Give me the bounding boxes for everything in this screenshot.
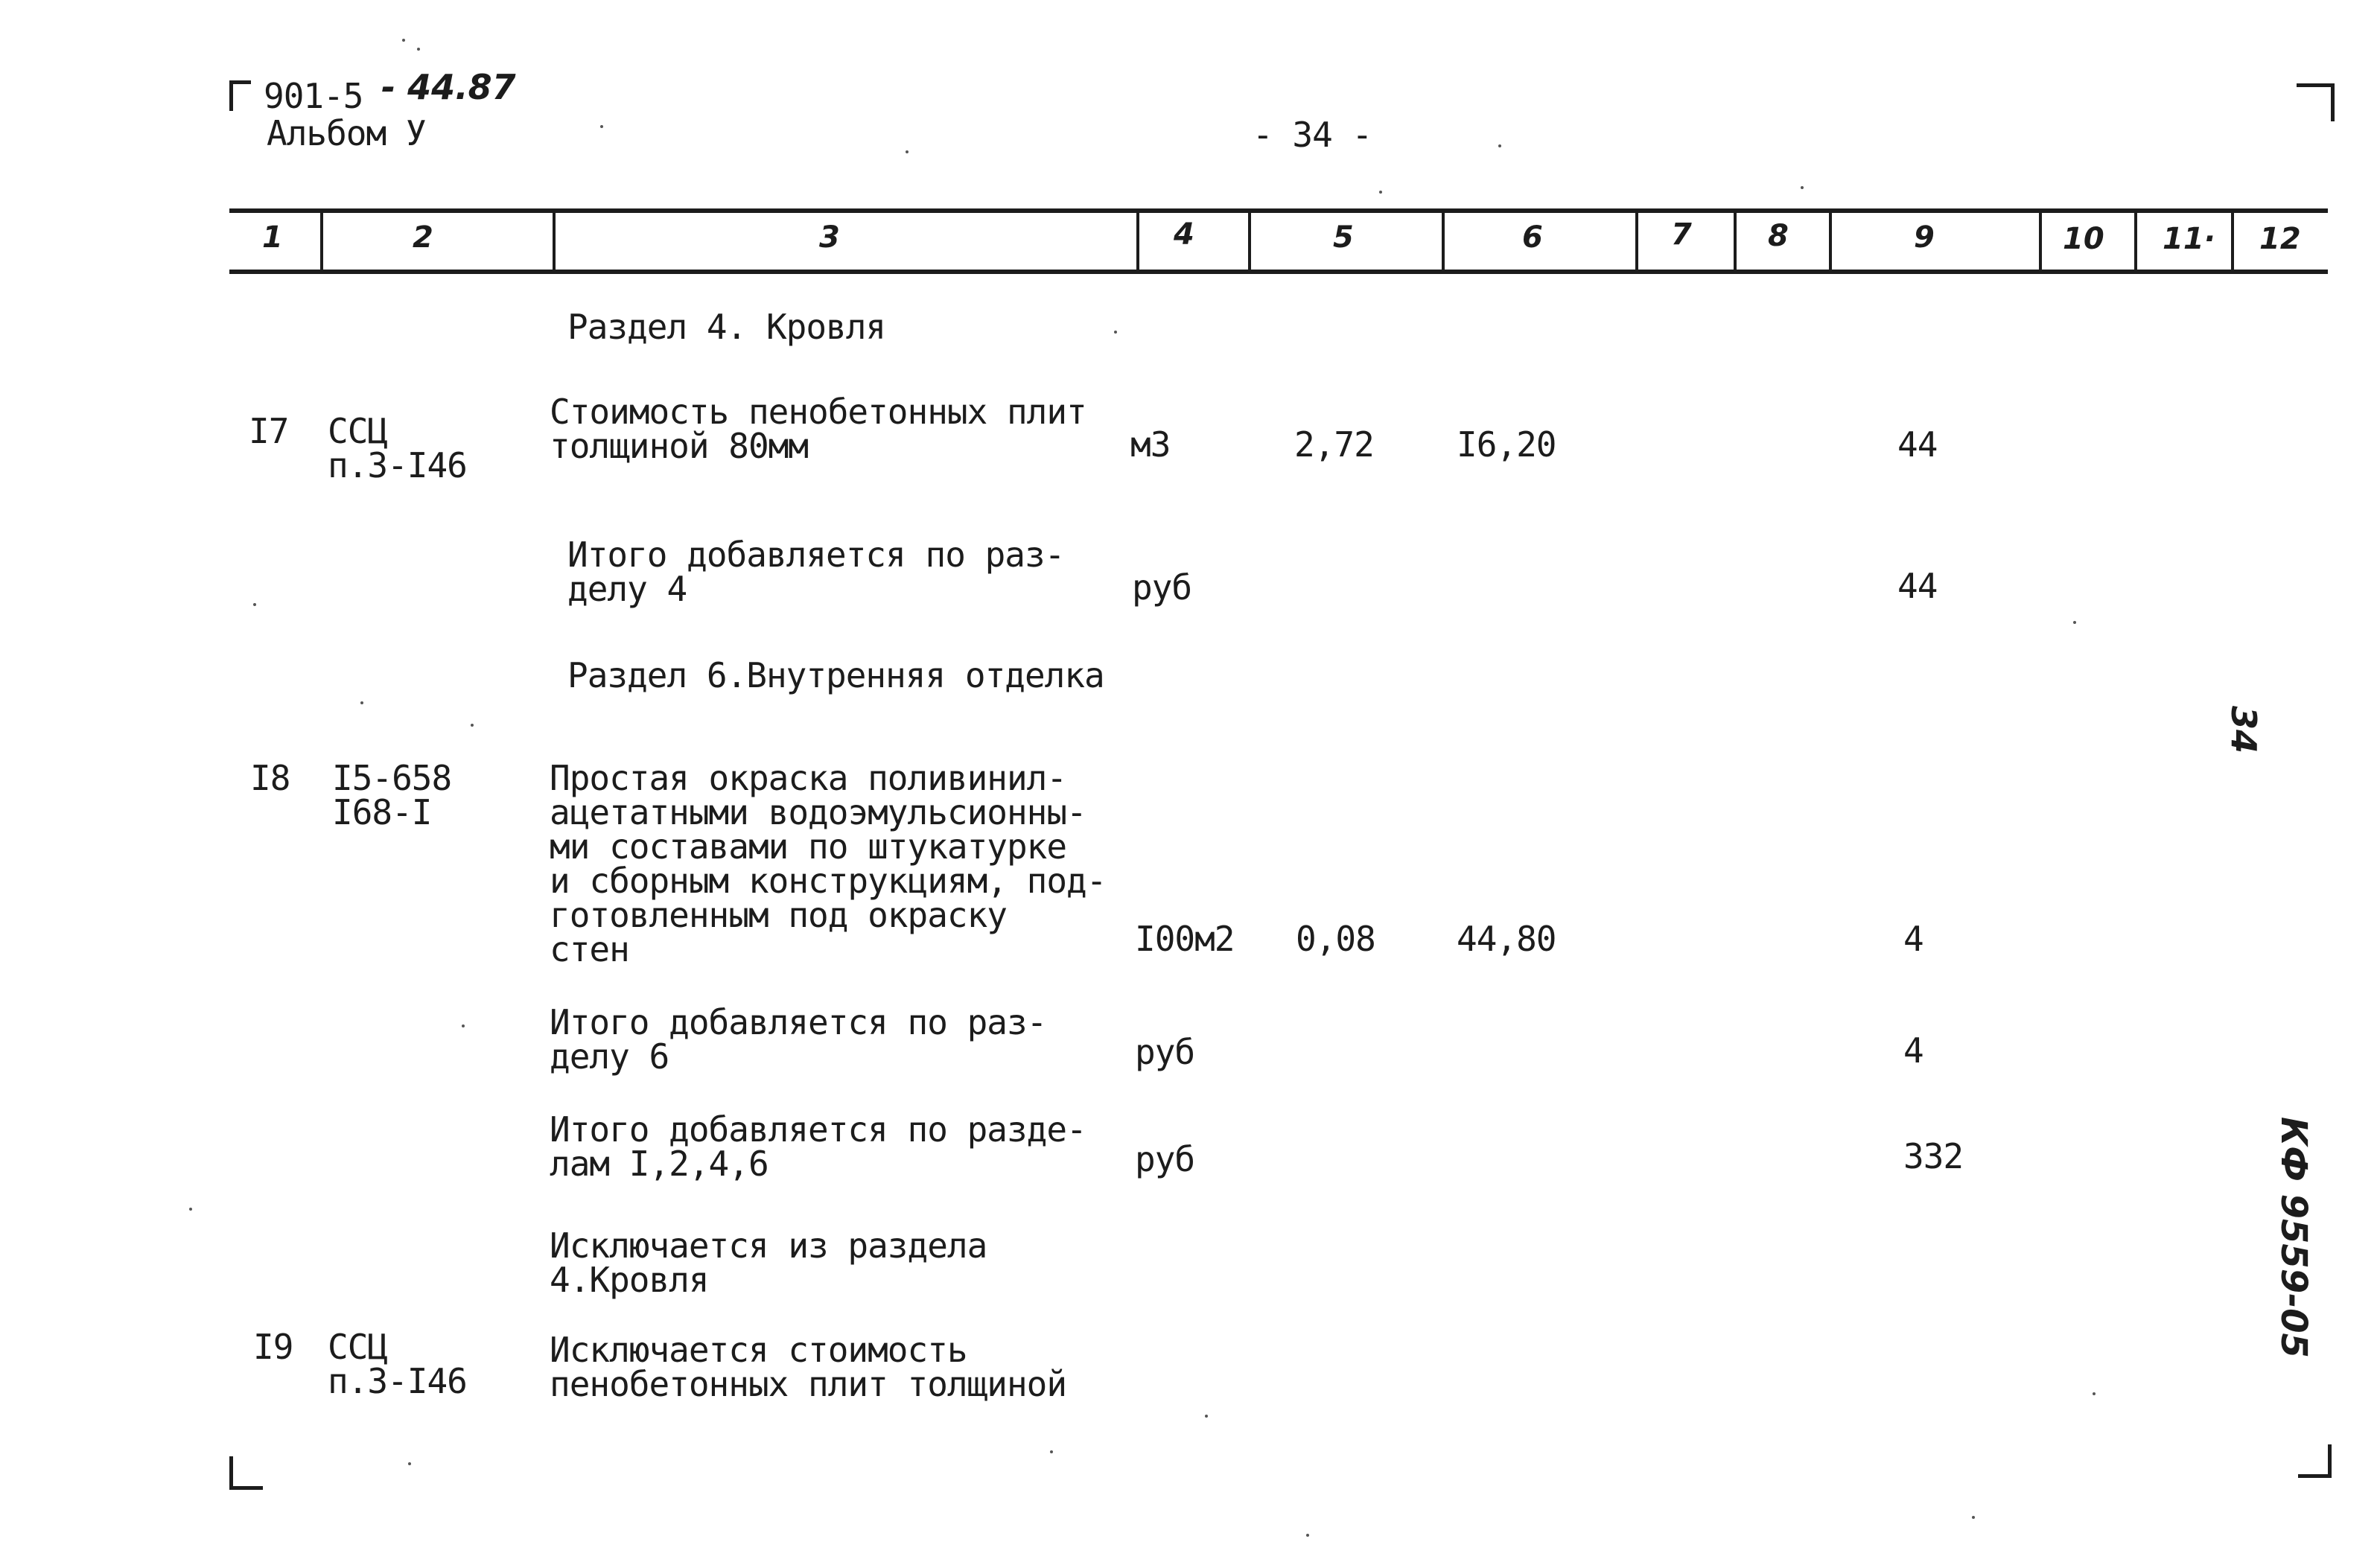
row-number: I7 — [249, 411, 289, 451]
album-label: Альбом У — [267, 113, 426, 153]
column-divider — [320, 211, 323, 271]
scan-speck — [1498, 144, 1501, 147]
subtotal-description: Итого добавляется по раз- делу 4 — [567, 535, 1065, 609]
row-number: I9 — [253, 1327, 293, 1367]
row-total: 4 — [1903, 919, 1923, 959]
row-quantity: 2,72 — [1294, 424, 1374, 465]
scan-speck — [253, 603, 256, 606]
column-header-2: 2 — [413, 220, 433, 255]
scan-speck — [1972, 1516, 1975, 1519]
row-code: I5-658 I68-I — [332, 758, 452, 832]
section-title: Раздел 4. Кровля — [567, 307, 886, 347]
column-divider — [1248, 211, 1251, 271]
row-description: Стоимость пенобетонных плит толщиной 80мм — [550, 392, 1086, 466]
subtotal-description: Итого добавляется по раз- делу 6 — [550, 1002, 1047, 1077]
subtotal-total: 44 — [1897, 566, 1938, 606]
exclusion-title: Исключается из раздела 4.Кровля — [550, 1226, 987, 1300]
scan-speck — [1306, 1534, 1309, 1537]
corner-mark-top-right — [2297, 83, 2335, 121]
subtotal-total: 332 — [1903, 1136, 1964, 1176]
column-header-7: 7 — [1671, 217, 1692, 252]
column-header-6: 6 — [1522, 220, 1543, 255]
column-header-4: 4 — [1174, 217, 1194, 252]
table-header-top-rule — [229, 208, 2328, 213]
column-divider — [2134, 211, 2137, 271]
scan-speck — [1114, 331, 1117, 334]
subtotal-description: Итого добавляется по разде- лам I,2,4,6 — [550, 1109, 1086, 1184]
table-header-bottom-rule — [229, 270, 2328, 274]
scan-speck — [1801, 186, 1804, 189]
row-unit-price: 44,80 — [1457, 919, 1556, 959]
corner-mark-bottom-right — [2298, 1444, 2332, 1478]
document-code: 901-5 — [264, 76, 363, 116]
scan-speck — [1205, 1415, 1208, 1418]
row-total: 44 — [1897, 424, 1938, 465]
section-title: Раздел 6.Внутренняя отделка — [567, 655, 1104, 695]
corner-mark-bottom-left — [229, 1456, 263, 1490]
handwritten-document-number: - 44.87 — [381, 67, 516, 107]
row-description: Простая окраска поливинил- ацетатными водоэмульсионны- ми составами по штукатурке и сборным конструкциям, под- готовленным под окраску стен — [550, 758, 1107, 969]
column-header-11: 11· — [2163, 222, 2215, 256]
scan-speck — [189, 1208, 192, 1211]
column-header-9: 9 — [1914, 220, 1935, 255]
scan-speck — [2093, 1392, 2096, 1395]
scan-speck — [2073, 621, 2076, 624]
row-code: ССЦ п.3-I46 — [328, 411, 467, 485]
scan-speck — [417, 48, 420, 51]
row-code: ССЦ п.3-I46 — [328, 1327, 467, 1401]
column-header-10: 10 — [2063, 222, 2104, 256]
row-description: Исключается стоимость пенобетонных плит толщиной — [550, 1330, 1067, 1404]
scan-speck — [600, 125, 603, 128]
column-divider — [1635, 211, 1638, 271]
column-divider — [1829, 211, 1832, 271]
row-unit-price: I6,20 — [1457, 424, 1556, 465]
column-header-1: 1 — [262, 220, 283, 255]
scan-speck — [462, 1024, 465, 1027]
column-divider — [553, 211, 556, 271]
row-number: I8 — [250, 758, 290, 798]
scan-speck — [1379, 191, 1382, 194]
column-divider — [1442, 211, 1445, 271]
column-divider — [2231, 211, 2234, 271]
column-header-8: 8 — [1768, 219, 1789, 253]
column-header-5: 5 — [1333, 220, 1354, 255]
corner-mark-top-left — [229, 80, 251, 111]
margin-page-number: 34 — [2224, 706, 2264, 754]
row-unit: I00м2 — [1135, 919, 1235, 959]
scan-speck — [906, 150, 909, 153]
page-number: - 34 - — [1253, 115, 1372, 155]
column-header-3: 3 — [819, 220, 840, 255]
subtotal-total: 4 — [1903, 1030, 1923, 1071]
column-divider — [1136, 211, 1139, 271]
subtotal-unit: руб — [1135, 1139, 1195, 1179]
column-divider — [1734, 211, 1737, 271]
row-unit: м3 — [1130, 424, 1171, 465]
subtotal-unit: руб — [1135, 1032, 1195, 1072]
scan-speck — [402, 39, 405, 42]
scan-speck — [408, 1462, 411, 1465]
scan-speck — [471, 724, 474, 727]
row-quantity: 0,08 — [1296, 919, 1375, 959]
scan-speck — [1050, 1450, 1053, 1453]
column-header-12: 12 — [2259, 222, 2301, 256]
column-divider — [2039, 211, 2042, 271]
scan-speck — [360, 701, 363, 704]
subtotal-unit: руб — [1132, 567, 1192, 608]
margin-archive-code: КФ 9559-05 — [2273, 1117, 2314, 1358]
